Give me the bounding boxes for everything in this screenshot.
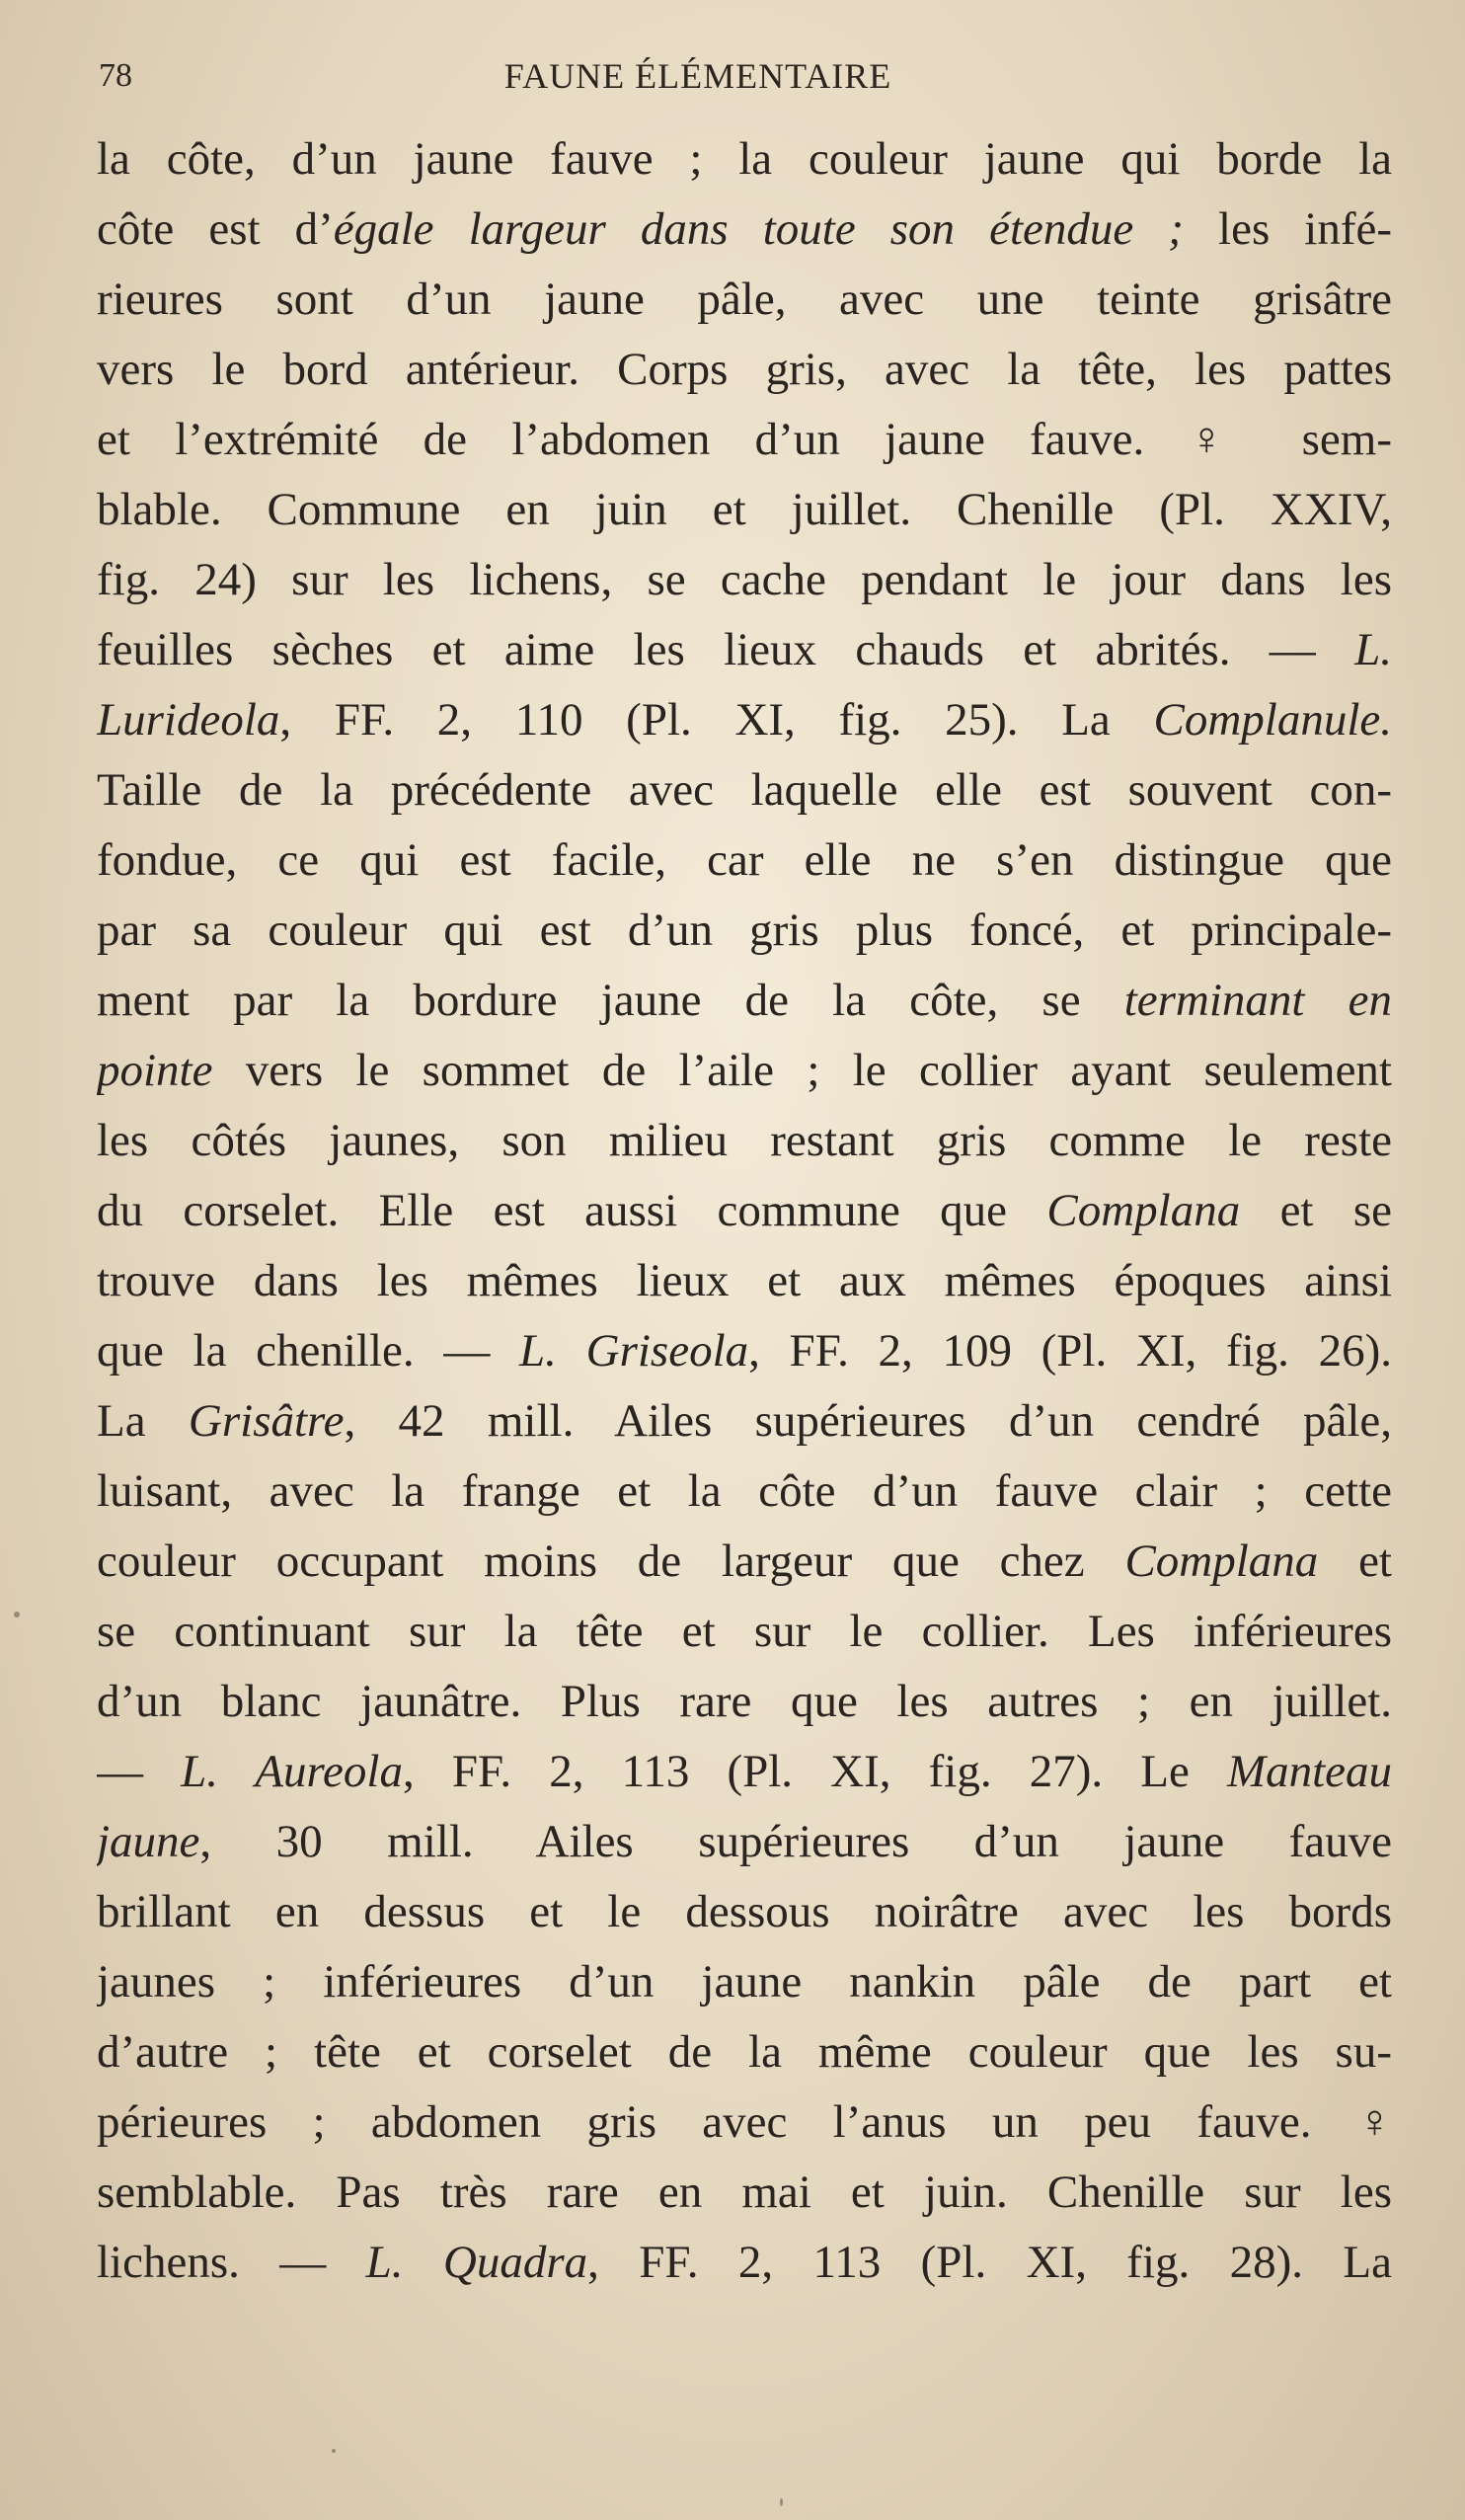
text-run: , FF. 2, 113 (Pl. XI, fig. 28). La bbox=[587, 2237, 1392, 2288]
text-line bbox=[97, 1106, 1392, 1176]
text-line bbox=[97, 685, 1392, 755]
text-line bbox=[97, 2228, 1392, 2298]
italic-text: Grisâtre bbox=[188, 1395, 345, 1447]
text-line bbox=[97, 1667, 1392, 1737]
text-line bbox=[97, 2158, 1392, 2228]
italic-text: Manteau bbox=[1226, 1746, 1392, 1797]
italic-text: L. Quadra bbox=[365, 2237, 588, 2288]
text-run: vers le bord antérieur. Corps gris, avec la tête, les pattes bbox=[97, 344, 1392, 395]
text-run: blable. Commune en juin et juillet. Chenille (Pl. XXIV, bbox=[97, 484, 1392, 535]
text-run: , FF. 2, 110 (Pl. XI, fig. 25). La bbox=[279, 694, 1154, 746]
text-run: se continuant sur la tête et sur le collier. Les inférieures bbox=[97, 1606, 1392, 1657]
italic-text: Complanule. bbox=[1153, 694, 1392, 746]
text-line bbox=[97, 1807, 1392, 1877]
ink-speck bbox=[14, 1612, 20, 1617]
text-line bbox=[97, 1386, 1392, 1457]
text-run: feuilles sèches et aime les lieux chauds et abrités. — bbox=[97, 624, 1355, 675]
text-line bbox=[97, 1246, 1392, 1316]
text-run: par sa couleur qui est d’un gris plus foncé, et principale- bbox=[97, 905, 1392, 956]
page-header bbox=[91, 49, 1394, 109]
page-number: 78 bbox=[99, 57, 132, 94]
text-run: la côte, d’un jaune fauve ; la couleur jaune qui borde la bbox=[97, 133, 1392, 185]
text-line bbox=[97, 755, 1392, 826]
text-run: La bbox=[97, 1395, 189, 1447]
text-run: vers le sommet de l’aile ; le collier ayant seulement bbox=[212, 1045, 1392, 1096]
text-line bbox=[97, 335, 1392, 405]
text-line bbox=[97, 615, 1392, 685]
italic-text: Complana bbox=[1124, 1536, 1319, 1587]
text-run: fondue, ce qui est facile, car elle ne s’en distingue que bbox=[97, 834, 1392, 886]
italic-text: égale largeur dans toute son étendue ; bbox=[333, 203, 1184, 255]
text-run: brillant en dessus et le dessous noirâtre avec les bords bbox=[97, 1886, 1392, 1937]
text-line bbox=[97, 1597, 1392, 1667]
italic-text: Complana bbox=[1046, 1185, 1241, 1236]
italic-text: pointe bbox=[97, 1045, 213, 1096]
text-run: périeures ; abdomen gris avec l’anus un peu fauve. ♀ bbox=[97, 2096, 1392, 2148]
text-run: , FF. 2, 113 (Pl. XI, fig. 27). Le bbox=[402, 1746, 1227, 1797]
text-line bbox=[97, 896, 1392, 966]
text-line bbox=[97, 195, 1392, 265]
italic-text: terminant en bbox=[1123, 975, 1392, 1026]
text-run: luisant, avec la frange et la côte d’un fauve clair ; cette bbox=[97, 1465, 1392, 1517]
text-run: et bbox=[1318, 1536, 1392, 1587]
text-run: , FF. 2, 109 (Pl. XI, fig. 26). bbox=[748, 1325, 1392, 1377]
italic-text: L. Aureola bbox=[181, 1746, 403, 1797]
text-line bbox=[97, 2017, 1392, 2087]
text-run: couleur occupant moins de largeur que chez bbox=[97, 1536, 1125, 1587]
text-run: d’autre ; tête et corselet de la même couleur que les su- bbox=[97, 2026, 1392, 2078]
italic-text: L. Griseola bbox=[519, 1325, 749, 1377]
text-line bbox=[97, 124, 1392, 195]
text-line bbox=[97, 2087, 1392, 2158]
text-run: du corselet. Elle est aussi commune que bbox=[97, 1185, 1047, 1236]
text-run: — bbox=[97, 1746, 182, 1797]
text-run: trouve dans les mêmes lieux et aux mêmes époques ainsi bbox=[97, 1255, 1392, 1306]
text-line bbox=[97, 475, 1392, 545]
text-run: rieures sont d’un jaune pâle, avec une teinte grisâtre bbox=[97, 274, 1392, 325]
text-run: , 30 mill. Ailes supérieures d’un jaune fauve bbox=[199, 1816, 1392, 1867]
text-run: lichens. — bbox=[97, 2237, 366, 2288]
text-line bbox=[97, 1176, 1392, 1246]
text-line bbox=[97, 1457, 1392, 1527]
text-run: les côtés jaunes, son milieu restant gris comme le reste bbox=[97, 1115, 1392, 1166]
text-run: les infé- bbox=[1183, 203, 1392, 255]
text-run: que la chenille. — bbox=[97, 1325, 520, 1377]
text-line bbox=[97, 826, 1392, 896]
italic-text: Lurideola bbox=[97, 694, 280, 746]
text-line bbox=[97, 1527, 1392, 1597]
running-title: FAUNE ÉLÉMENTAIRE bbox=[503, 56, 892, 96]
text-run: ment par la bordure jaune de la côte, se bbox=[97, 975, 1124, 1026]
italic-text: L. bbox=[1354, 624, 1392, 675]
ink-speck bbox=[780, 2498, 783, 2506]
text-line bbox=[97, 405, 1392, 475]
text-run: et se bbox=[1240, 1185, 1392, 1236]
ink-speck bbox=[332, 2449, 336, 2453]
text-line bbox=[97, 966, 1392, 1036]
text-run: Taille de la précédente avec laquelle elle est souvent con- bbox=[97, 764, 1392, 816]
body-text bbox=[97, 124, 1392, 2298]
text-line bbox=[97, 1877, 1392, 1947]
text-line bbox=[97, 1316, 1392, 1386]
text-run: , 42 mill. Ailes supérieures d’un cendré pâle, bbox=[344, 1395, 1392, 1447]
text-run: et l’extrémité de l’abdomen d’un jaune fauve. ♀ sem- bbox=[97, 414, 1392, 465]
text-run: d’un blanc jaunâtre. Plus rare que les autres ; en juillet. bbox=[97, 1676, 1392, 1727]
text-line bbox=[97, 1737, 1392, 1807]
text-run: semblable. Pas très rare en mai et juin. Chenille sur les bbox=[97, 2166, 1392, 2218]
text-line bbox=[97, 1947, 1392, 2017]
text-run: jaunes ; inférieures d’un jaune nankin pâle de part et bbox=[97, 1956, 1392, 2008]
text-run: fig. 24) sur les lichens, se cache pendant le jour dans les bbox=[97, 554, 1392, 605]
italic-text: jaune bbox=[97, 1816, 200, 1867]
text-run: côte est d’ bbox=[97, 203, 334, 255]
text-line bbox=[97, 1036, 1392, 1106]
text-line bbox=[97, 545, 1392, 615]
text-line bbox=[97, 265, 1392, 335]
